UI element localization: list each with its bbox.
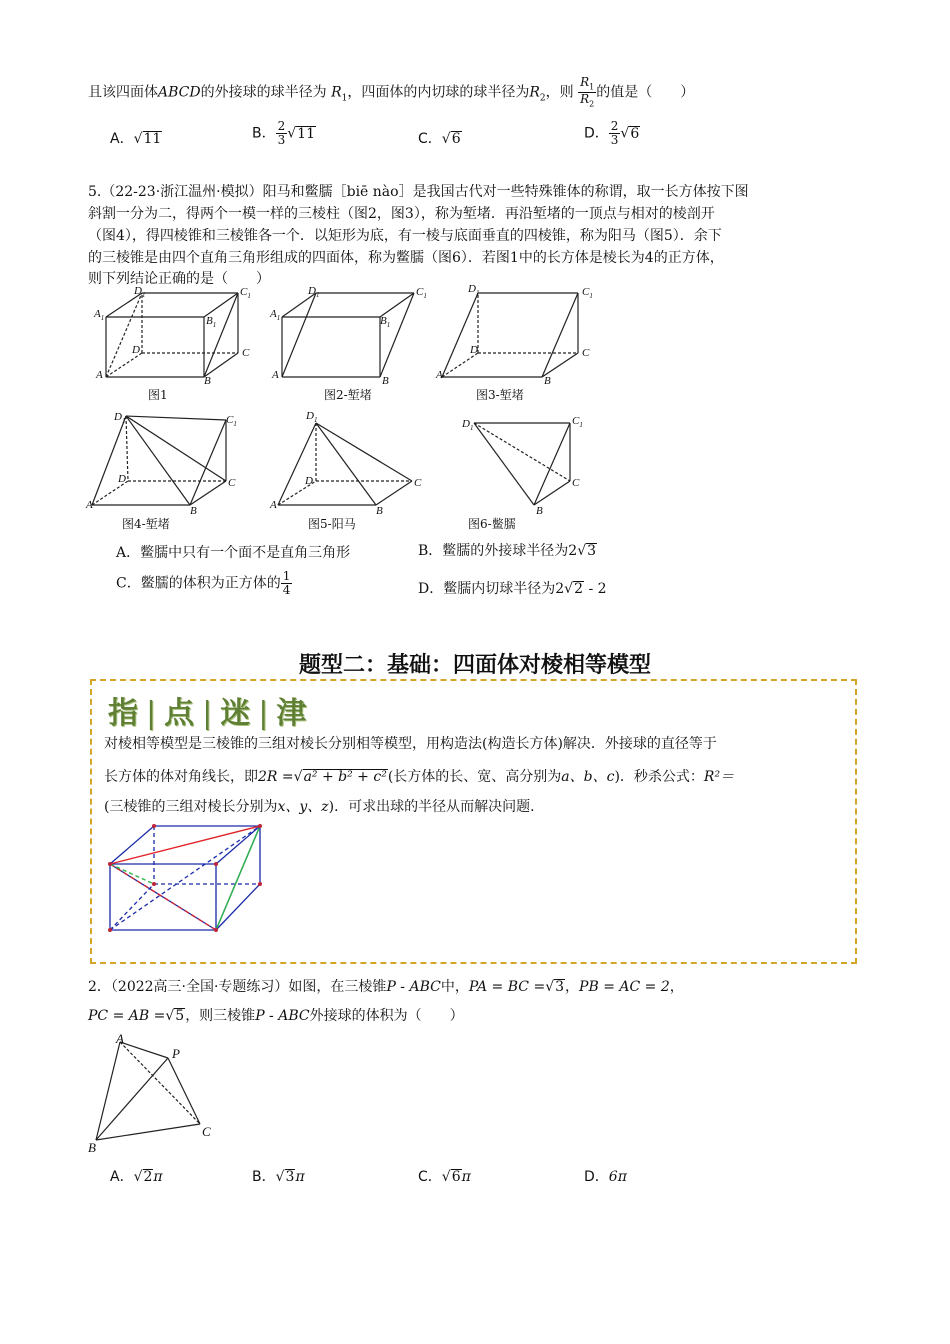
q2-option-c[interactable]: C．√6π <box>418 1169 471 1185</box>
q2-line1g: ， <box>669 979 684 995</box>
tip-line3a: (三棱锥的三组对棱长分别为 <box>104 799 278 815</box>
q4-ratio-num-sub: 1 <box>589 82 595 92</box>
f2-B: B <box>382 375 389 387</box>
f1-A1: $A_1$ <box>94 308 105 323</box>
tip-formula: 2R = <box>258 769 294 785</box>
q5-opt-d-tail: - 2 <box>584 581 607 597</box>
q4-option-b[interactable]: B． $\frac{2}{3}$ √11 <box>252 119 315 148</box>
f6-C1: $C_1$ <box>572 415 583 430</box>
q4-opt-d-label: D． <box>584 125 609 142</box>
f5-D: D <box>305 475 313 487</box>
q5-opt-d-text: D．鳖臑内切球半径为 <box>418 581 556 597</box>
q4-opt-d-num: 2 <box>610 119 619 133</box>
tip-char-4: 津 <box>276 696 309 731</box>
q4-ratio-den-sub: 2 <box>589 99 595 109</box>
tip-line3b: x、y、z <box>277 799 329 815</box>
f3-C1: $C_1$ <box>582 286 593 301</box>
q4-ratio-den: R <box>580 92 590 107</box>
q4-r1-sub: 1 <box>341 93 348 104</box>
q4-stem <box>88 76 694 109</box>
q2-line2a-rad: 5 <box>175 1008 185 1024</box>
f1-D1: $D_1$ <box>134 285 146 300</box>
caption-fig5: 图5-阳马 <box>308 517 356 531</box>
caption-fig2: 图2-堑堵 <box>324 388 372 402</box>
q2-label-A: A <box>116 1031 124 1046</box>
q5-line3: （图4），得四棱锥和三棱锥各一个．以矩形为底，有一棱与底面垂直的四棱锥，称为阳马（图5）．余下 <box>88 228 722 244</box>
q4-stem-c: ，四面体的内切球的球半径为 <box>347 84 530 101</box>
q5-option-d[interactable]: D．鳖臑内切球半径为2√2 - 2 <box>418 581 607 597</box>
q4-abcd: ABCD <box>158 84 201 101</box>
f1-B: B <box>204 375 211 387</box>
tip-line3 <box>104 796 544 816</box>
q5-option-a[interactable]: A．鳖臑中只有一个面不是直角三角形 <box>116 545 351 561</box>
f5-D1: $D_1$ <box>306 410 318 425</box>
f4-D1: $D_1$ <box>114 411 126 426</box>
f5-A: A <box>270 499 277 511</box>
f3-D1: $D_1$ <box>468 283 480 298</box>
f3-D: D <box>470 344 478 356</box>
q2-opt-d-val: 6π <box>608 1169 627 1185</box>
f4-B: B <box>190 505 197 517</box>
q2-label-B: B <box>88 1140 96 1155</box>
q2-opt-b-label: B． <box>252 1169 276 1185</box>
fig3-prism <box>442 293 578 377</box>
q4-stem-e: 的值是（ ） <box>596 84 695 101</box>
q4-opt-b-rad: 11 <box>297 125 315 142</box>
q2-line2: PC = AB =√5，则三棱锥P - ABC外接球的体积为（ ） <box>88 1008 464 1024</box>
fig4-prism <box>92 416 226 505</box>
tip-line2e: R²＝ <box>703 769 735 785</box>
q4-opt-d-den: 3 <box>610 133 619 148</box>
tip-line2a: 长方体的体对角线长，即 <box>104 769 258 785</box>
caption-fig3: 图3-堑堵 <box>476 388 524 402</box>
f4-A: A <box>86 499 93 511</box>
f1-C: C <box>242 347 250 359</box>
q5-opt-c-frac <box>281 570 293 597</box>
q2-opt-c-label: C． <box>418 1169 442 1185</box>
f4-C: C <box>228 477 236 489</box>
q2-line1: 2．（2022高三·全国·专题练习）如图，在三棱锥P - ABC中，PA = BC =√3，PB = AC = 2， <box>88 979 684 995</box>
tip-char-3: 迷 <box>220 696 253 731</box>
q5-opt-c-den: 4 <box>282 583 291 598</box>
tip-box-figure <box>104 820 270 936</box>
q5-opt-c-num: 1 <box>282 569 291 583</box>
f2-A: A <box>272 369 279 381</box>
q5-option-c[interactable] <box>116 570 292 597</box>
q5-opt-d-rad: 2 <box>574 581 583 597</box>
q2-opt-b-rad: 3 <box>285 1169 295 1185</box>
fig5-pyramid <box>278 423 412 505</box>
q2-opt-b-pi: π <box>295 1169 305 1185</box>
tip-sep-3: | <box>258 696 271 731</box>
caption-fig1: 图1 <box>148 388 168 402</box>
q2-option-a[interactable]: A．√2π <box>110 1169 163 1185</box>
q5-option-b[interactable]: B．鳖臑的外接球半径为2√3 <box>418 543 597 559</box>
f3-B: B <box>544 375 551 387</box>
fig2-prism <box>282 293 414 377</box>
q4-opt-a-label: A． <box>110 131 134 147</box>
q4-ratio-num: R <box>580 75 590 89</box>
q2-line1b: P - ABC <box>386 979 441 995</box>
q2-line1d-rad: 3 <box>555 979 565 995</box>
q5-opt-c-text: C．鳖臑的体积为正方体的 <box>116 575 281 592</box>
tip-line2: 长方体的体对角线长，即2R =√a² + b² + c²(长方体的长、宽、高分别为a、b、c)．秒杀公式：R²＝ <box>104 769 735 785</box>
tip-sep-2: | <box>202 696 215 731</box>
q2-label-P: P <box>172 1046 180 1061</box>
f2-C1: $C_1$ <box>416 286 427 301</box>
q4-r2: R <box>529 84 540 101</box>
f1-A: A <box>96 369 103 381</box>
q5-opt-b-rad: 3 <box>587 543 597 559</box>
tip-title <box>108 688 308 732</box>
q2-line1d: PA = BC = <box>468 979 546 995</box>
q2-line1a: 2．（2022高三·全国·专题练习）如图，在三棱锥 <box>88 979 387 995</box>
q2-opt-a-rad: 2 <box>143 1169 153 1185</box>
tip-line2c: a、b、c <box>561 769 615 785</box>
q4-r2-sub: 2 <box>539 93 546 104</box>
tip-line2b: (长方体的长、宽、高分别为 <box>387 769 562 785</box>
q2-line2d: 外接球的体积为（ ） <box>309 1008 464 1024</box>
q2-line1f: PB = AC = 2 <box>579 979 670 995</box>
q5-line4: 的三棱锥是由四个直角三角形组成的四面体，称为鳖臑（图6）．若图1中的长方体是棱长为4的正方体， <box>88 250 724 266</box>
q4-opt-c-label: C． <box>418 131 442 147</box>
q4-opt-d-rad: 6 <box>630 125 640 142</box>
q2-opt-d-label: D． <box>584 1169 609 1185</box>
q2-line1e: ， <box>565 979 580 995</box>
q5-opt-b-text: B．鳖臑的外接球半径为 <box>418 543 569 559</box>
caption-fig6: 图6-鳖臑 <box>468 517 516 531</box>
fig6-tetra <box>474 423 570 505</box>
tip-sep-1: | <box>146 696 159 731</box>
f5-C: C <box>414 477 422 489</box>
f2-B1: $B_1$ <box>380 315 391 330</box>
f6-C: C <box>572 477 580 489</box>
f1-D: D <box>132 344 140 356</box>
q2-label-C: C <box>202 1124 211 1139</box>
q4-stem-b: 的外接球的球半径为 <box>200 84 327 101</box>
tip-formula-rad: a² + b² + c² <box>303 769 387 785</box>
q2-opt-a-pi: π <box>153 1169 163 1185</box>
f3-C: C <box>582 347 590 359</box>
q2-line2a: PC = AB = <box>88 1008 166 1024</box>
tip-line1: 对棱相等模型是三棱锥的三组对棱长分别相等模型，用构造法(构造长方体)解决．外接球的直径等于 <box>104 736 717 752</box>
q4-opt-b-num: 2 <box>277 119 286 133</box>
q5-opt-d-val: 2 <box>555 581 565 597</box>
q5-opt-b-val: 2 <box>568 543 578 559</box>
f6-D1: $D_1$ <box>462 418 474 433</box>
q4-option-a[interactable]: A．√11 <box>110 131 162 147</box>
fig1-cube <box>106 293 238 377</box>
caption-fig4: 图4-堑堵 <box>122 517 170 531</box>
f1-C1: $C_1$ <box>240 286 251 301</box>
q4-option-d[interactable]: D． $\frac{2}{3}$ √6 <box>584 119 640 148</box>
q4-stem-a: 且该四面体 <box>88 84 158 101</box>
f5-B: B <box>376 505 383 517</box>
q2-line1c: 中， <box>440 979 469 995</box>
q2-opt-c-rad: 6 <box>451 1169 461 1185</box>
tip-char-2: 点 <box>164 696 197 731</box>
q4-ratio <box>578 76 596 109</box>
q4-opt-b-label: B． <box>252 125 276 142</box>
f3-A: A <box>436 369 443 381</box>
q4-opt-d-frac <box>609 120 621 147</box>
tip-line2d: )．秒杀公式： <box>614 769 704 785</box>
tip-char-1: 指 <box>108 696 140 731</box>
f4-C1: $C_1$ <box>226 414 237 429</box>
tip-line3c: )．可求出球的半径从而解决问题． <box>328 799 545 815</box>
f1-B1: $B_1$ <box>206 315 217 330</box>
q4-stem-d: ，则 <box>545 84 574 101</box>
q2-line2b: ，则三棱锥 <box>185 1008 256 1024</box>
f6-B: B <box>536 505 543 517</box>
q4-opt-a-rad: 11 <box>143 131 162 147</box>
q2-opt-a-label: A． <box>110 1169 134 1185</box>
q5-line2: 斜割一分为二，得两个一模一样的三棱柱（图2，图3），称为堑堵．再沿堑堵的一顶点与相对的棱剖开 <box>88 206 715 222</box>
f4-D: D <box>118 473 126 485</box>
q4-opt-b-frac <box>276 120 288 147</box>
q2-line2c: P - ABC <box>255 1008 310 1024</box>
f2-A1: $A_1$ <box>270 308 281 323</box>
q4-r1: R <box>331 84 342 101</box>
f2-D1: $D_1$ <box>308 285 320 300</box>
q2-option-b[interactable]: B．√3π <box>252 1169 305 1185</box>
q4-opt-b-den: 3 <box>277 133 286 148</box>
q2-opt-c-pi: π <box>461 1169 471 1185</box>
q4-opt-c-rad: 6 <box>451 131 461 147</box>
q5-figures <box>86 283 606 528</box>
section-heading: 题型二：基础：四面体对棱相等模型 <box>298 653 651 678</box>
q2-figure <box>88 1032 218 1157</box>
q2-option-d[interactable] <box>584 1166 627 1186</box>
q4-option-c[interactable]: C．√6 <box>418 131 461 147</box>
q5-line1: 5.（22-23·浙江温州·模拟）阳马和鳖臑［biē nào］是我国古代对一些特殊锥体的称谓，取一长方体按下图 <box>88 184 749 200</box>
q5-line5: 则下列结论正确的是（ ） <box>88 271 270 287</box>
